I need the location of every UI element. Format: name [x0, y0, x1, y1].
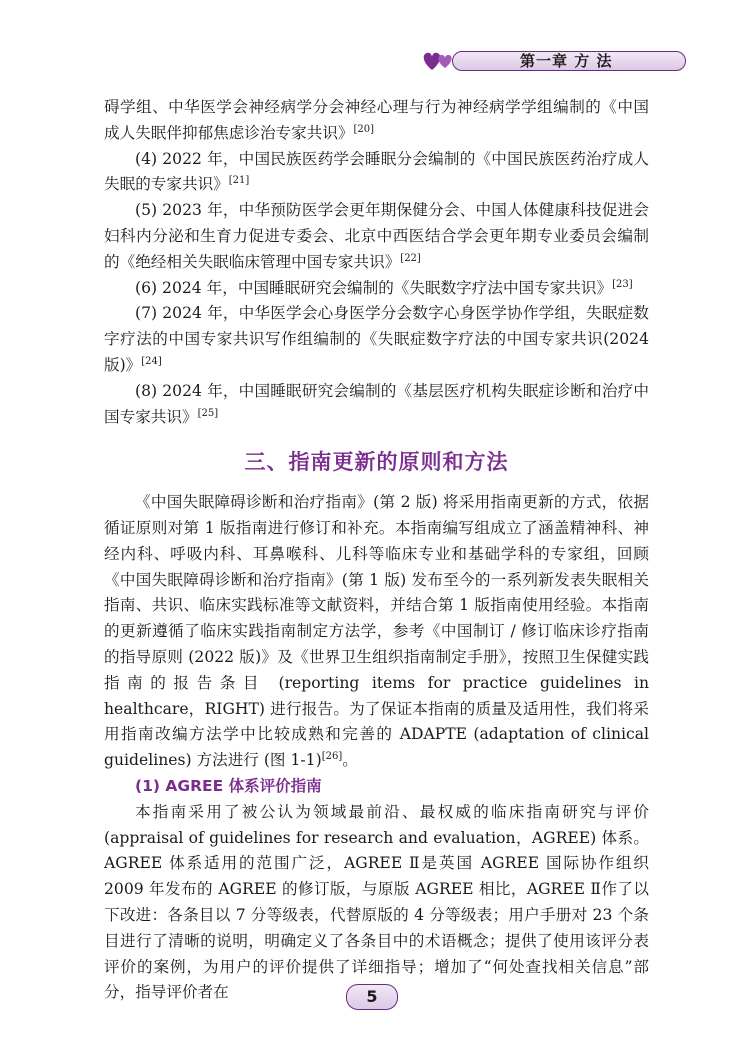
- paragraph: (8) 2024 年，中国睡眠研究会编制的《基层医疗机构失眠症诊断和治疗中国专家共识》[25]: [104, 381, 649, 426]
- citation: [26]: [321, 751, 343, 763]
- citation: [24]: [141, 355, 162, 367]
- running-header: [420, 46, 680, 74]
- citation: [25]: [197, 407, 219, 419]
- page-body: [104, 95, 649, 1006]
- paragraph: (6) 2024 年，中国睡眠研究会编制的《失眠数字疗法中国专家共识》[23]: [135, 278, 633, 297]
- paragraph: (7) 2024 年，中华医学会心身医学分会数字心身医学协作学组，失眠症数字疗法的中国专家共识写作组编制的《失眠症数字疗法的中国专家共识(2024 版)》[24]: [104, 304, 649, 374]
- paragraph: 碍学组、中华医学会神经病学分会神经心理与行为神经病学学组编制的《中国成人失眠伴抑郁焦虑诊治专家共识》[20]: [104, 98, 649, 142]
- subsection-heading: (1) AGREE 体系评价指南: [135, 776, 322, 795]
- paragraph: 《中国失眠障碍诊断和治疗指南》(第 2 版) 将采用指南更新的方式，依据循证原则对第 1 版指南进行修订和补充。本指南编写组成立了涵盖精神科、神经内科、呼吸内科、耳鼻喉科、儿科等临床专业和基础学科的专家组，回顾《中国失眠障碍诊断和治疗指南》(第 1 版) 发布至今的一系列新发表失眠相关指南、共识、临床实践标准等文献资料，并结合第 1 版指南使用经验。本指南的更新遵循了临床实践指南制定方法学，参考《中国制订 / 修订临床诊疗指南的指导原则 (2022 版)》及《世界卫生组织指南制定手册》，按照卫生保健实践指南的报告条目 (reporting items for practice guidelines in healthcare，RIGHT) 进行报告。为了保证本指南的质量及适用性，我们将采用指南改编方法学中比较成熟和完善的 ADAPTE (adaptation of clinical guidelines) 方法进行 (图 1-1)[26]。: [104, 493, 649, 770]
- chapter-title: 第一章 方 法: [520, 52, 613, 70]
- page-number: 5: [346, 984, 398, 1010]
- citation: [22]: [400, 252, 421, 264]
- paragraph: (5) 2023 年，中华预防医学会更年期保健分会、中国人体健康科技促进会妇科内分泌和生育力促进专委会、北京中西医结合学会更年期专业委员会编制的《绝经相关失眠临床管理中国专家共识》[22]: [104, 201, 649, 271]
- citation: [23]: [612, 278, 633, 290]
- citation: [21]: [228, 175, 250, 187]
- section-heading: 三、指南更新的原则和方法: [244, 450, 509, 475]
- paragraph: 本指南采用了被公认为领域最前沿、最权威的临床指南研究与评价 (appraisal of guidelines for research and evaluation，AGREE) 体系。AGREE 体系适用的范围广泛，AGREE Ⅱ是英国 AGREE 国际协作组织 2009 年发布的 AGREE 的修订版，与原版 AGREE 相比，AGREE Ⅱ作了以下改进：各条目以 7 分等级表，代替原版的 4 分等级表；用户手册对 23 个条目进行了清晰的说明，明确定义了各条目中的术语概念；提供了使用该评分表评价的案例，为用户的评价提供了详细指导；增加了“何处查找相关信息”部分，指导评价者在: [104, 802, 649, 1002]
- paragraph: (4) 2022 年，中国民族医药学会睡眠分会编制的《中国民族医药治疗成人失眠的专家共识》[21]: [104, 149, 649, 194]
- citation: [20]: [353, 123, 375, 135]
